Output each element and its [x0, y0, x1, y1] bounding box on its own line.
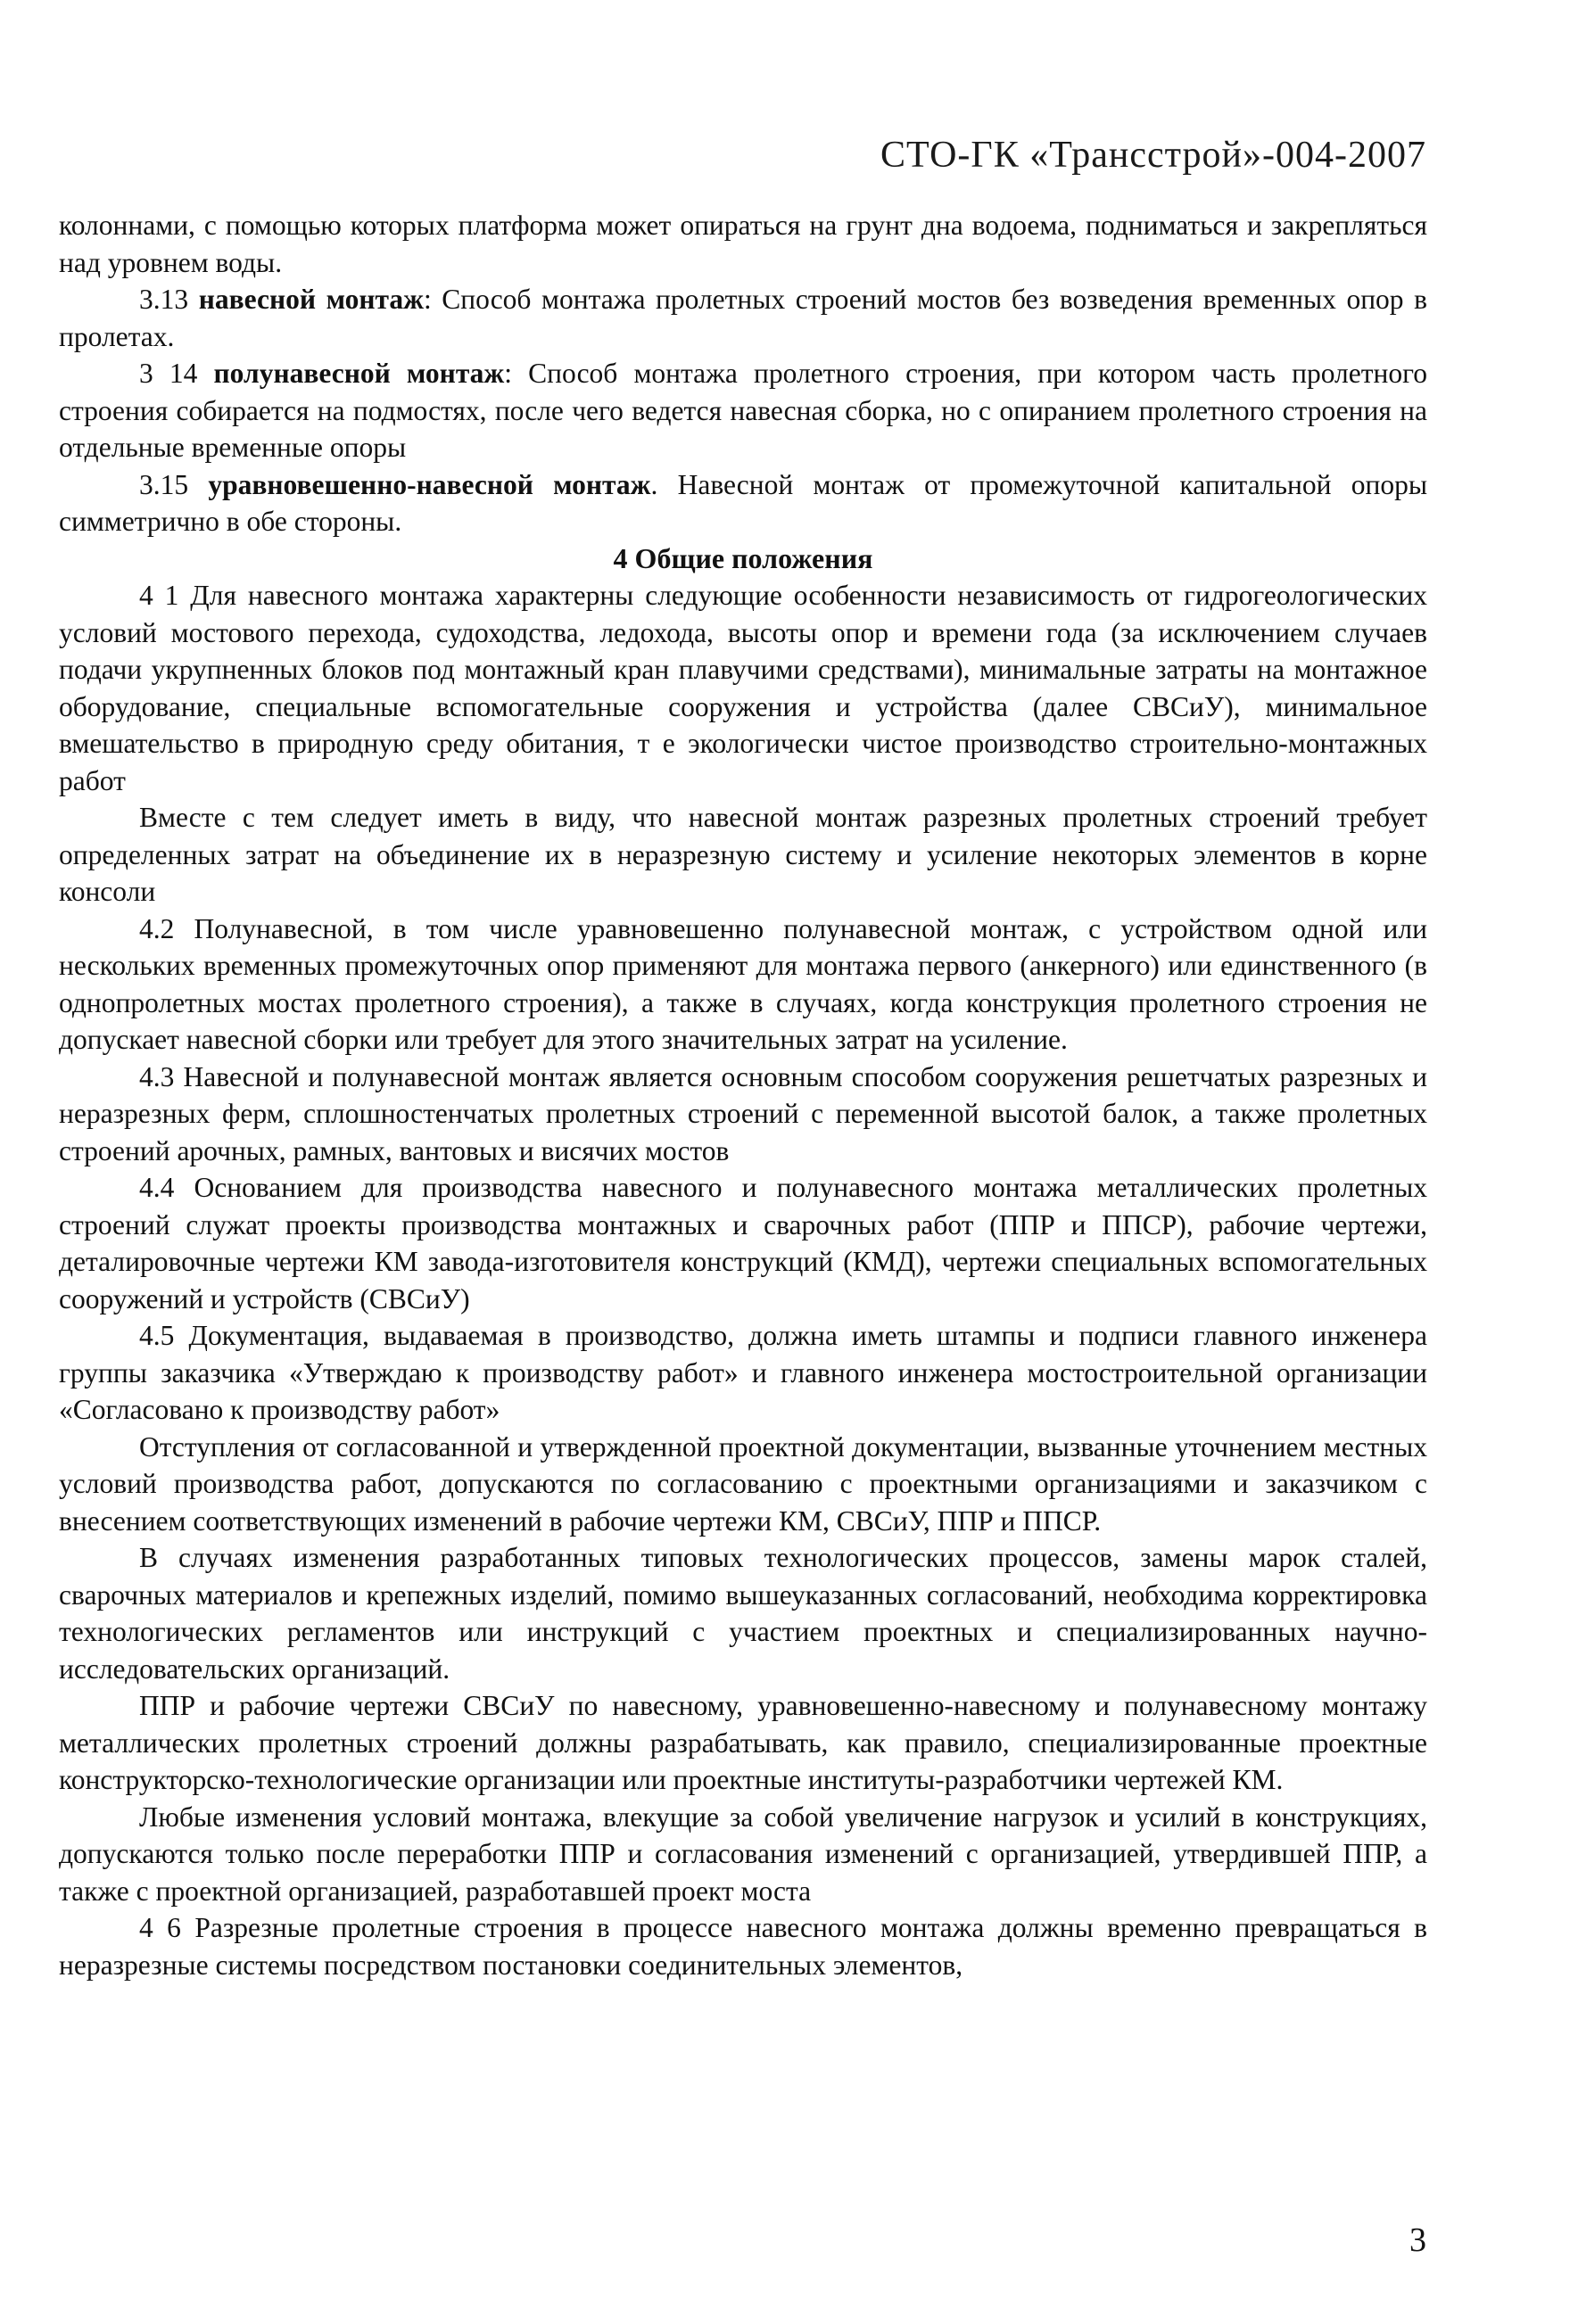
clause-number: 3.15 — [139, 468, 189, 500]
clause-4-1-continued: Вместе с тем следует иметь в виду, что навесной монтаж разрезных пролетных строений требует определенных затрат на объединение их в неразрезную систему и усиление некоторых элементов в корне консоли — [59, 802, 1427, 907]
clause-4-4: 4.4 Основанием для производства навесного и полунавесного монтажа металлических пролетных строений служат проекты производства монтажных и сварочных работ (ППР и ППСР), рабочие чертежи, деталировочные чертежи КМ завода-изготовителя конструкций (КМД), чертежи специальных вспомогательных сооружений и устройств (СВСиУ) — [59, 1172, 1427, 1314]
clause-4-5-modifications: Любые изменения условий монтажа, влекущие за собой увеличение нагрузок и усилий в конструкциях, допускаются только после переработки ППР и согласования изменений с организацией, утвердившей ППР, а также с проектной организацией, разработавшей проект моста — [59, 1801, 1427, 1907]
term-semi-hanging-assembly: полунавесной монтаж — [213, 358, 505, 389]
clause-4-2: 4.2 Полунавесной, в том числе уравновешенно полунавесной монтаж, с устройством одной или нескольких временных промежуточных опор применяют для монтажа первого (анкерного) или единственного (в однопролетных мостах пролетного строения), а также в случаях, когда конструкция пролетного строения не допускает навесной сборки или требует для этого значительных затрат на усиление. — [59, 912, 1427, 1055]
definition-text: : Способ монтажа пролетного строения, при котором часть пролетного строения собирается на подмостях, после чего ведется навесная сборка, но с опиранием пролетного строения на отдельные временные опоры — [59, 358, 1427, 463]
definition-3-14 — [59, 355, 1427, 466]
clause-4-5-changes: В случаях изменения разработанных типовых технологических процессов, замены марок сталей, сварочных материалов и крепежных изделий, помимо вышеуказанных согласований, необходима корректировка технологических регламентов или инструкций с участием проектных и специализированных научно-исследовательских организаций. — [59, 1542, 1427, 1685]
definition-3-13 — [59, 281, 1427, 355]
document-body — [59, 207, 1427, 1983]
clause-number: 3.13 — [139, 284, 189, 315]
clause-4-5-developers: ППР и рабочие чертежи СВСиУ по навесному, уравновешенно-навесному и полунавесному монтажу металлических пролетных строений должны разрабатывать, как правило, специализированные проектные конструкторско-технологические организации или проектные институты-разработчики чертежей КМ. — [59, 1690, 1427, 1795]
clause-4-5-deviations: Отступления от согласованной и утвержденной проектной документации, вызванные уточнением местных условий производства работ, допускаются по согласованию с проектными организациями и заказчиком с внесением соответствующих изменений в рабочие чертежи КМ, СВСиУ, ППР и ППСР. — [59, 1430, 1427, 1537]
paragraph-continuation: колоннами, с помощью которых платформа может опираться на грунт дна водоема, подниматься и закрепляться над уровнем воды. — [59, 210, 1427, 278]
definition-text: : Способ монтажа пролетных строений мостов без возведения временных опор в пролетах. — [59, 284, 1428, 352]
clause-number: 3 14 — [139, 358, 198, 389]
clause-4-3: 4.3 Навесной и полунавесной монтаж является основным способом сооружения решетчатых разрезных и неразрезных ферм, сплошностенчатых пролетных строений с переменной высотой балок, а также пролетных строений арочных, рамных, вантовых и висячих мостов — [59, 1060, 1427, 1166]
document-code-header: СТО-ГК «Трансстрой»-004-2007 — [880, 135, 1426, 176]
term-balanced-hanging-assembly: уравновешенно-навесной монтаж — [208, 468, 651, 500]
definition-text: . Навесной монтаж от промежуточной капитальной опоры симметрично в обе стороны. — [59, 468, 1427, 537]
clause-4-6: 4 6 Разрезные пролетные строения в процессе навесного монтажа должны временно превращаться в неразрезные системы посредством постановки соединительных элементов, — [59, 1912, 1427, 1981]
page-number: 3 — [1409, 2221, 1426, 2259]
clause-4-5: 4.5 Документация, выдаваемая в производство, должна иметь штампы и подписи главного инженера группы заказчика «Утверждаю к производству работ» и главного инженера мостостроительной организации «Согласовано к производству работ» — [59, 1320, 1427, 1425]
section-title: 4 Общие положения — [613, 541, 873, 574]
definition-3-15 — [59, 466, 1427, 540]
term-hanging-assembly: навесной монтаж — [198, 284, 424, 315]
clause-4-1: 4 1 Для навесного монтажа характерны следующие особенности независимость от гидрогеологических условий мостового перехода, судоходства, ледохода, высоты опор и времени года (за исключением случаев подачи укрупненных блоков под монтажный кран плавучими средствами), минимальные затраты на монтажное оборудование, специальные вспомогательные сооружения и устройства (далее СВСиУ), минимальное вмешательство в природную среду обитания, т е экологически чистое производство строительно-монтажных работ — [59, 580, 1427, 796]
